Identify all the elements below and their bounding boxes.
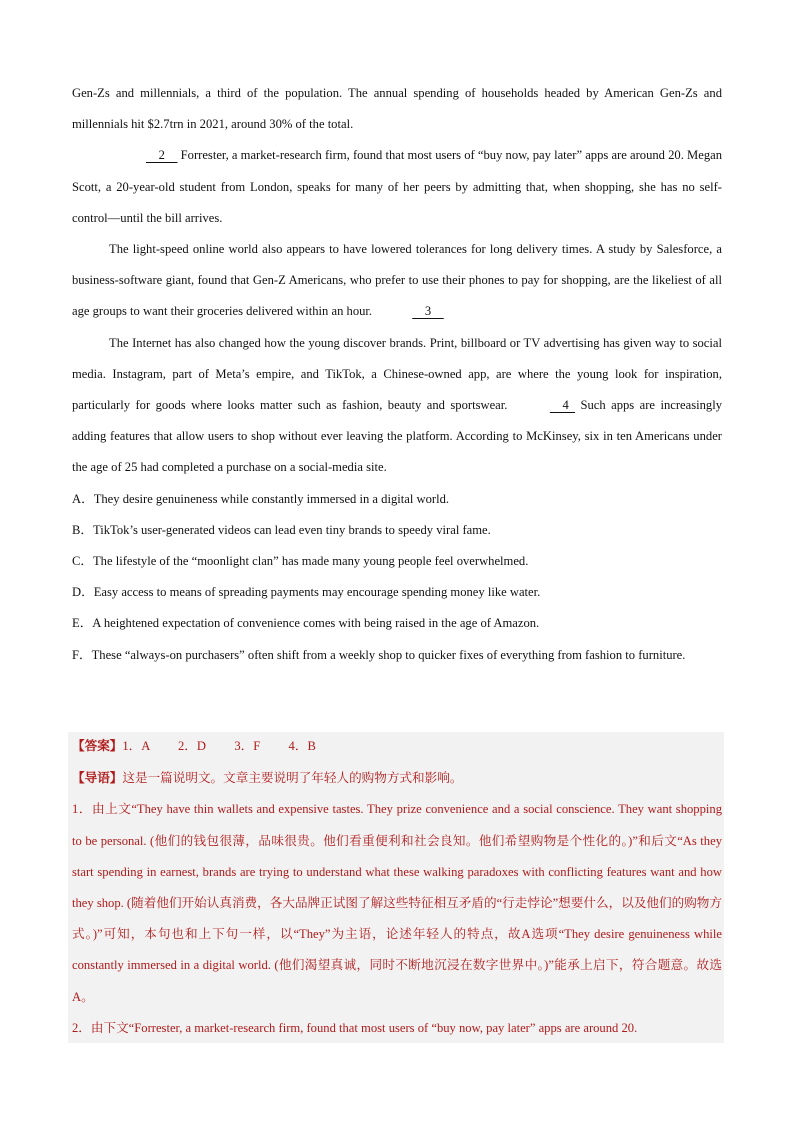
answer-line <box>72 732 722 762</box>
guide-line <box>72 762 722 794</box>
paragraph-2: 2 Forrester, a market-research firm, found that most users of “buy now, pay later” apps are around 20. Megan Scott, a 20-year-old student from London, speaks for many of her peers by admitting that, when shopping, she has no self-control—until the bill arrives. <box>72 140 722 234</box>
passage <box>72 78 722 671</box>
paragraph-1: Gen-Zs and millennials, a third of the population. The annual spending of households headed by American Gen-Zs and millennials hit $2.7trn in 2021, around 30% of the total. <box>72 86 722 132</box>
blank-2: 2 <box>146 148 178 163</box>
answer-section <box>68 732 724 1043</box>
explanation-1: 1．由上文“They have thin wallets and expensive tastes. They prize convenience and a social conscience. They want shopping to be personal. (他们的钱包很薄，品味很贵。他们看重便利和社会良知。他们希望购物是个性化的。)”和后文“As they start spending in earnest, brands are trying to understand what these walking paradoxes with conflicting features want and how they shop. (随着他们开始认真消费，各大品牌正试图了解这些特征相互矛盾的“行走悖论”想要什么，以及他们的购物方式。)”可知，本句也和上下句一样，以“They”为主语，论述年轻人的特点，故A选项“They desire genuineness while constantly immersed in a digital world. (他们渴望真诚，同时不断地沉浸在数字世界中。)”能承上启下，符合题意。故选A。 <box>72 802 722 1004</box>
answer-text: 1．A 2．D 3．F 4．B <box>122 739 316 753</box>
paragraph-4: The Internet has also changed how the young discover brands. Print, billboard or TV advertising has given way to social media. Instagram, part of Meta’s empire, and TikTok, a Chinese-owned app, are where the young look for inspiration, particularly for goods where looks matter such as fashion, beauty and sportswear. 4 Such apps are increasingly adding features that allow users to shop without ever leaving the platform. According to McKinsey, six in ten Americans under the age of 25 had completed a purchase on a social-media site. <box>72 335 722 475</box>
option-b: B．TikTok’s user-generated videos can lead even tiny brands to speedy viral fame. <box>72 522 491 537</box>
answer-tag: 【答案】 <box>72 738 123 753</box>
explanation-2: 2．由下文“Forrester, a market-research firm, found that most users of “buy now, pay later” apps are around 20. <box>72 1020 638 1035</box>
guide-tag: 【导语】 <box>72 770 123 786</box>
option-c: C．The lifestyle of the “moonlight clan” has made many young people feel overwhelmed. <box>72 554 529 569</box>
paragraph-3: The light-speed online world also appears to have lowered tolerances for long delivery times. A study by Salesforce, a business-software giant, found that Gen-Z Americans, who prefer to use their phones to pay for shopping, are the likeliest of all age groups to want their groceries delivered within an hour. 3 <box>72 234 722 328</box>
option-f: F．These “always-on purchasers” often shift from a weekly shop to quicker fixes of everything from fashion to furniture. <box>72 647 686 662</box>
blank-3: 3 <box>412 304 444 319</box>
option-e: E．A heightened expectation of convenience comes with being raised in the age of Amazon. <box>72 616 540 631</box>
option-d: D．Easy access to means of spreading payments may encourage spending money like water. <box>72 585 541 600</box>
blank-4: 4 <box>549 398 576 413</box>
guide-text: 这是一篇说明文。文章主要说明了年轻人的购物方式和影响。 <box>122 770 463 786</box>
option-a: A．They desire genuineness while constantly immersed in a digital world. <box>72 491 450 506</box>
